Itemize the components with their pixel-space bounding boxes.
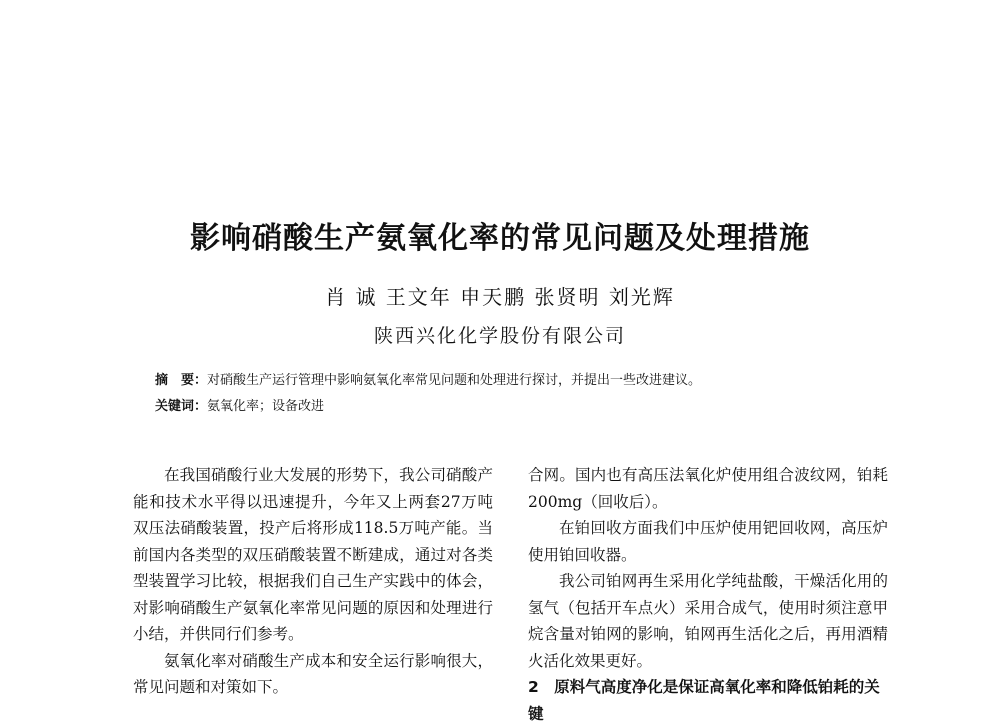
- paragraph: 在铂回收方面我们中压炉使用钯回收网，高压炉使用铂回收器。: [528, 519, 888, 564]
- paper-title: 影响硝酸生产氨氧化率的常见问题及处理措施: [190, 221, 810, 256]
- paragraph: 氨氧化率对硝酸生产成本和安全运行影响很大，常见问题和对策如下。: [133, 651, 493, 696]
- keywords-text: 氨氧化率；设备改进: [207, 399, 325, 414]
- right-column: [528, 462, 888, 727]
- author-list: 肖 诚 王文年 申天鹏 张贤明 刘光辉: [325, 285, 675, 309]
- paragraph: 合网。国内也有高压法氧化炉使用组合波纹网，铂耗200mg（回收后）。: [528, 466, 888, 511]
- abstract: [155, 372, 701, 390]
- abstract-text: 对硝酸生产运行管理中影响氨氧化率常见问题和处理进行探讨，并提出一些改进建议。: [207, 373, 702, 388]
- paragraph: 在我国硝酸行业大发展的形势下，我公司硝酸产能和技术水平得以迅速提升，今年又上两套27万吨双压法硝酸装置，投产后将形成118.5万吨产能。当前国内各类型的双压硝酸装置不断建成，通过对各类型装置学习比较，根据我们自己生产实践中的体会，对影响硝酸生产氨氧化率常见问题的原因和处理进行小结，并供同行们参考。: [133, 466, 493, 643]
- keywords: [155, 398, 324, 416]
- left-column: [133, 462, 493, 701]
- keywords-label: 关键词：: [155, 399, 208, 414]
- paragraph: 我公司铂网再生采用化学纯盐酸，干燥活化用的氢气（包括开车点火）采用合成气，使用时须注意甲烷含量对铂网的影响，铂网再生活化之后，再用酒精火活化效果更好。: [528, 572, 888, 670]
- section-heading: 2 原料气高度净化是保证高氧化率和降低铂耗的关键: [528, 678, 880, 723]
- abstract-label: 摘 要：: [155, 373, 208, 388]
- affiliation: 陕西兴化化学股份有限公司: [373, 325, 626, 347]
